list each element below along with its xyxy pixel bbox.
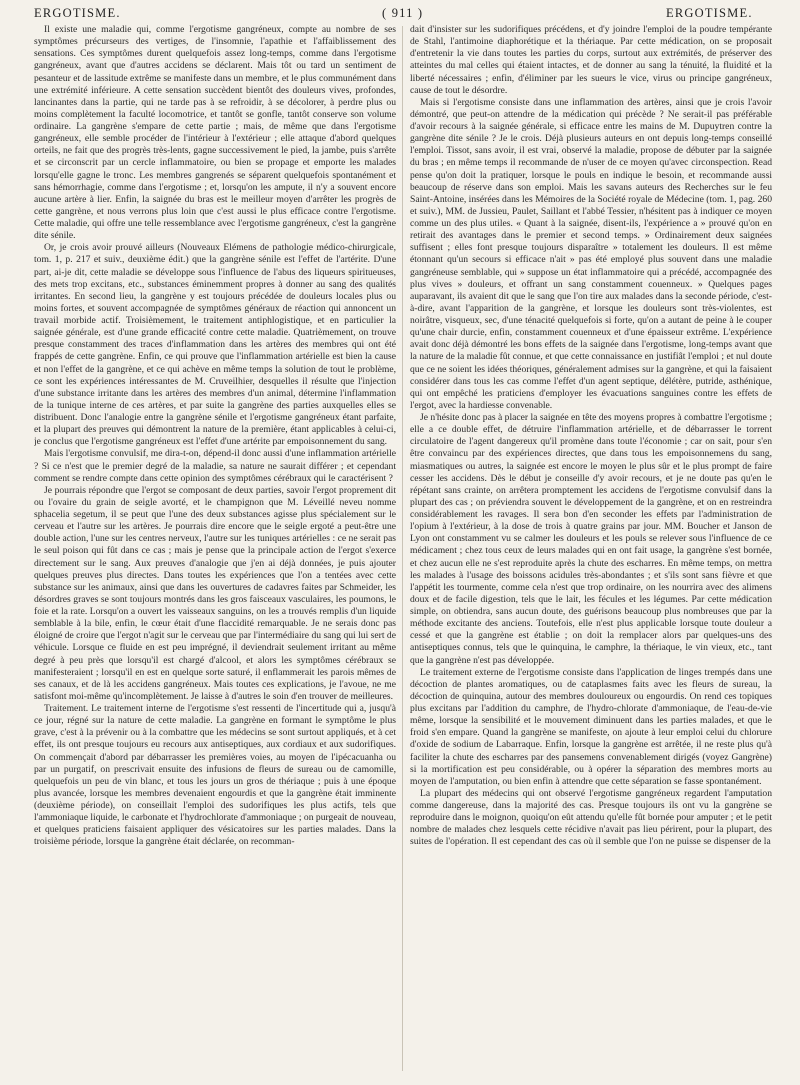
paragraph: La plupart des médecins qui ont observé l'ergotisme gangréneux regardent l'amputation comme dangereuse, dans la majorité des cas. Presque toujours ils ont vu la gangrène se reproduire dans le moignon, quoiqu'on eût attendu qu'elle fût bornée pour amputer ; et le petit nombre de malades chez lesquels cette récidive n'avait pas lieu périrent, pour la plupart, des suites de l'opération. Il est cependant des cas où il semble que l'on ne puisse se dispenser de la <box>410 787 772 848</box>
header-left-title: ERGOTISME. <box>34 6 121 20</box>
left-column <box>34 24 396 1074</box>
paragraph: Je pourrais répondre que l'ergot se composant de deux parties, savoir l'ergot proprement dit ou l'ovaire du grain de seigle avorté, et le champignon que M. Léveillé neveu nomme sphacelia segetum, il se peut que l'une des deux substances agisse plus spécialement sur le cerveau et l'autre sur les artères. Je pourrais dire encore que le seigle ergoté a peut-être une double action, l'une sur les centres nerveux, l'autre sur les tuniques artérielles : ce ne serait pas le seul poison qui fût dans ce cas ; mais je pense que la principale action de l'ergot s'exerce directement sur le sang. Aux preuves d'analogie que j'en ai déjà données, je puis ajouter quelques preuves plus directes. Dans toutes les expériences que l'on a tentées avec cette substance sur les animaux, ainsi que dans les ouvertures de cadavres faites par Schmeider, les désordres graves se sont toujours montrés dans les gros faisceaux vasculaires, les poumons, le foie et la rate. Lorsqu'on a ouvert les vaisseaux sanguins, on les a trouvés remplis d'un liquide semblable à la bile, enfin, le cœur était d'une flaccidité remarquable. Je ne serais donc pas éloigné de croire que l'ergot n'agit sur le cerveau que par l'intermédiaire du sang qui lui sert de véhicule. Lorsque ce fluide en est peu imprégné, il deviendrait seulement irritant au même degré à peu près que lorsqu'il est chargé d'alcool, et alors les symptômes cérébraux se manifesteraient ; lorsqu'il en est en quelque sorte saturé, il enflammerait les parois mêmes de ses canaux, et de là les accidens gangréneux. Mais toutes ces explications, je l'avoue, ne me satisfont moi-même qu'incomplètement. Je laisse à d'autres le soin d'en trouver de meilleures. <box>34 484 396 702</box>
paragraph: Le traitement externe de l'ergotisme consiste dans l'application de linges trempés dans une décoction de plantes aromatiques, ou de cataplasmes faits avec les fleurs de sureau, la décoction de quinquina, autour des membres douloureux ou engourdis. On rend ces topiques plus excitans par l'addition du camphre, de l'hydro-chlorate d'ammoniaque, de l'eau-de-vie même, lorsque la sensibilité et le mouvement diminuent dans les parties malades, et que le froid s'en empare. Quand la gangrène se manifeste, on ajoute à leur emploi celui du chlorure d'oxide de sodium de Labarraque. Enfin, lorsque la gangrène est arrêtée, il ne reste plus qu'à faciliter la chute des escharres par des pansemens convenablement dirigés (voyez Gangrène) si la mortification est peu considérable, ou à opérer la séparation des membres morts au moyen de l'amputation, ou bien enfin à attendre que cette séparation se fasse spontanément. <box>410 666 772 787</box>
paragraph: Il existe une maladie qui, comme l'ergotisme gangréneux, compte au nombre de ses symptômes précurseurs des vertiges, de l'insomnie, l'apathie et l'affaiblissement des sensations. Ces symptômes durent quelquefois assez long-temps, comme dans l'ergotisme gangréneux, avant que d'autres accidens se déclarent. Mais tôt ou tard un sentiment de pesanteur et de lassitude extrême se manifeste dans un membre, et le plus communément dans une extrémité inférieure. A cette sensation succèdent bientôt des douleurs vives, profondes, lancinantes dans la partie, qui ne tarde pas à se refroidir, à se décolorer, à perdre plus ou moins complètement la faculté locomotrice, et tantôt se gonfle, tantôt conserve son volume ordinaire. La gangrène s'empare de cette partie ; mais, de même que dans l'ergotisme gangréneux, elle semble procéder de l'intérieur à l'extérieur ; elle attaque d'abord quelques orteils, ne fait que des progrès très-lents, gagne successivement le pied, la jambe, puis s'arrête et se circonscrit par un cercle inflammatoire, ou bien se propage et emporte les malades lorsqu'elle gagne le tronc. Les membres gangrenés se séparent quelquefois spontanément et sans hémorrhagie, comme dans l'ergotisme ; et, lorsqu'on les ampute, il n'y a souvent encore aucune artère à lier. Enfin, la saignée du bras est le meilleur moyen d'arrêter les progrès de cette gangrène, et nous verrons plus loin que c'est aussi le plus efficace contre l'ergotisme. Cette maladie, qui offre une telle ressemblance avec l'ergotisme gangréneux, c'est la gangrène dite sénile. <box>34 24 396 242</box>
page-number: ( 911 ) <box>382 6 424 20</box>
paragraph: Mais si l'ergotisme consiste dans une inflammation des artères, ainsi que je crois l'avoir démontré, que peut-on attendre de la médication qui précède ? Ne serait-il pas préférable d'avoir recours à la saignée générale, si efficace entre les mains de M. Dupuytren contre la gangrène dite sénile ? Je le crois. Déjà plusieurs auteurs en ont depuis long-temps conseillé l'emploi. Tissot, sans avoir, il est vrai, observé la maladie, propose de débuter par la saignée du bras ; en même temps il recommande de n'user de ce moyen qu'avec circonspection. Read pense qu'on doit la pratiquer, lorsque le pouls en indique le besoin, et recommande aussi beaucoup de réserve dans son emploi. Mais les savans auteurs des Recherches sur le feu Saint-Antoine, insérées dans les Mémoires de la Société royale de Médecine (tom. 1, pag. 260 et suiv.), MM. de Jussieu, Paulet, Saillant et l'abbé Tessier, n'hésitent pas à indiquer ce moyen comme un des plus utiles. « Quant à la saignée, disent-ils, l'expérience a » prouvé qu'on en retirait des avantages dans le premier et second temps. » Ordinairement deux saignées suffisent ; elles font presque toujours disparaître » totalement les douleurs. Il est même étonnant qu'un secours si efficace n'ait » pas été employé plus souvent dans une maladie gangréneuse semblable, qui » suppose un état inflammatoire qui a précédé, accompagnée des plus vives » douleurs, et offrant un sang constamment couenneux. » Quelques pages auparavant, ils avaient dit que le sang que l'on tire aux malades dans la seconde période, c'est-à-dire, avant l'apparition de la gangrène, et lorsque les douleurs sont très-violentes, est noirâtre, visqueux, sec, d'une ténacité quelquefois si forte, qu'on a autant de peine à le couper qu'une chair durcie, enfin, constamment couenneux et d'une épaisseur extrême. L'expérience avait donc déjà démontré les bons effets de la saignée dans l'ergotisme, long-temps avant que la nature de la maladie fût connue, et que cette connaissance en justifiât l'emploi ; et nul doute que ce ne soient les idées théoriques, généralement admises sur la gangrène, et qui la faisaient considérer dans tous les cas comme l'effet d'un agent septique, délétère, putride, asthénique, qui ont empêché les praticiens d'employer les évacuations sanguines contre les effets de l'ergot, avec la hardiesse convenable. <box>410 96 772 411</box>
paragraph: Mais l'ergotisme convulsif, me dira-t-on, dépend-il donc aussi d'une inflammation artérielle ? Si ce n'est que le premier degré de la maladie, sa nature ne saurait différer ; et cependant comment se rendre compte dans cette opinion des symptômes cérébraux qui le caractérisent ? <box>34 448 396 484</box>
paragraph: Je n'hésite donc pas à placer la saignée en tête des moyens propres à combattre l'ergotisme ; elle a ce double effet, de détruire l'inflammation artérielle, et de débarrasser le torrent circulatoire de l'agent dangereux qu'il promène dans toute l'économie ; car on sait, pour s'en être convaincu par des expériences directes, que dans tous les empoisonnemens du sang, miasmatiques ou autres, la saignée est encore le moyen le plus sûr et le plus prompt de faire cesser les accidens. Dès le début je conseille d'y avoir recours, et je ne doute pas qu'en le répétant sans crainte, on arrêtera promptement les accidens de l'ergotisme convulsif dans la plupart des cas ; on préviendra souvent le développement de la gangrène, et on en restreindra considérablement les ravages. Il sera bon d'en seconder les effets par l'administration de l'opium à l'extérieur, à la dose de trois à quatre grains par jour. MM. Boucher et Janson de Lyon ont constamment vu se calmer les douleurs et les pouls se relever sous l'influence de ce médicament ; chez tous ceux de leurs malades qui en ont fait usage, la gangrène s'est bornée, et chez aucun elle ne s'est reproduite après la chute des escharres. En même temps, on mettra les malades à l'usage des boissons acidules très-abondantes ; et s'ils sont sans fièvre et que l'appétit les tourmente, comme cela n'est que trop ordinaire, on les nourrira avec des alimens doux et de facile digestion, tels que le lait, les fécules et les légumes. Par cette médication simple, on obtiendra, sans aucun doute, des guérisons beaucoup plus nombreuses que par la méthode excitante des anciens. Toutefois, elle n'est plus applicable lorsque toute douleur a cessé et que la gangrène est établie ; on doit la remplacer alors par quelques-uns des antiseptiques connus, tels que le quinquina, le camphre, la thériaque, le vin vieux, etc., tant que la gangrène n'est pas développée. <box>410 412 772 666</box>
header-right-title: ERGOTISME. <box>666 6 753 20</box>
column-divider <box>402 26 403 1071</box>
running-header <box>0 4 800 26</box>
paragraph: dait d'insister sur les sudorifiques précédens, et d'y joindre l'emploi de la poudre tempérante de Stahl, l'antimoine diaphorétique et la thériaque. Par cette médication, on se proposait d'entretenir la vie dans toutes les parties du corps, surtout aux extrémités, de préserver des atteintes du mal celles qui étaient intactes, et de donner au sang la ténuité, la fluidité et la liberté nécessaires ; enfin, d'éliminer par les sueurs le vice, virus ou principe gangréneux, cause de tout le désordre. <box>410 24 772 96</box>
right-column <box>410 24 772 1074</box>
paragraph: Traitement. Le traitement interne de l'ergotisme s'est ressenti de l'incertitude qui a, jusqu'à ce jour, régné sur la nature de cette maladie. La gangrène en formant le symptôme le plus grave, c'est à la prévenir ou à la combattre que les médecins se sont surtout appliqués, et à cet effet, ils ont presque toujours eu recours aux antiseptiques, aux cordiaux et aux sudorifiques. On commençait d'abord par débarrasser les premières voies, au moyen de l'ipécacuanha ou par un purgatif, on prescrivait ensuite des infusions de fleurs de sureau ou de camomille, quelquefois un peu de vin blanc, et tous les jours un gros de thériaque ; puis à une époque plus avancée, lorsque les membres devenaient engourdis et que la gangrène était imminente (deuxième période), on conseillait l'emploi des sudorifiques les plus actifs, tels que l'ammoniaque liquide, le carbonate et l'hydrochlorate d'ammoniaque ; on purgeait de nouveau, et quelques praticiens faisaient appliquer des vésicatoires sur les parties malades. Dans la troisième période, lorsque la gangrène était déclarée, on recomman- <box>34 703 396 848</box>
paragraph: Or, je crois avoir prouvé ailleurs (Nouveaux Elémens de pathologie médico-chirurgicale, tom. 1, p. 217 et suiv., deuxième édit.) que la gangrène sénile est l'effet de l'artérite. D'une part, ai-je dit, cette maladie se développe sous l'influence de l'abus des liqueurs spiritueuses, des mets trop excitans, etc., substances éminemment propres à donner au sang des qualités irritantes. En second lieu, la gangrène y est toujours précédée de douleurs locales plus ou moins fortes, et souvent accompagnée de symptômes généraux de réaction qui annoncent un travail morbide actif. Troisièmement, le traitement antiphlogistique, et en particulier la saignée générale, est d'une grande efficacité contre cette maladie. Quatrièmement, on trouve presque constamment des traces d'inflammation dans les artères des membres qui ont été frappés de cette gangrène. Enfin, ce qui prouve que l'inflammation artérielle est bien la cause et non l'effet de la gangrène, et ce qui achève en même temps la solution de tout le problème, ce sont les expériences intéressantes de M. Cruveilhier, desquelles il résulte que l'injection d'une substance irritante dans les artères des membres d'un animal, détermine l'inflammation de la tunique interne de ces artères, et par suite la gangrène des parties auxquelles elles se distribuent. Donc l'analogie entre la gangrène sénile et l'ergotisme gangréneux étant parfaite, et la plupart des preuves qui démontrent la nature de la première, étant applicables à celui-ci, je conclus que l'ergotisme gangréneux est l'effet d'une artérite par empoisonnement du sang. <box>34 242 396 448</box>
